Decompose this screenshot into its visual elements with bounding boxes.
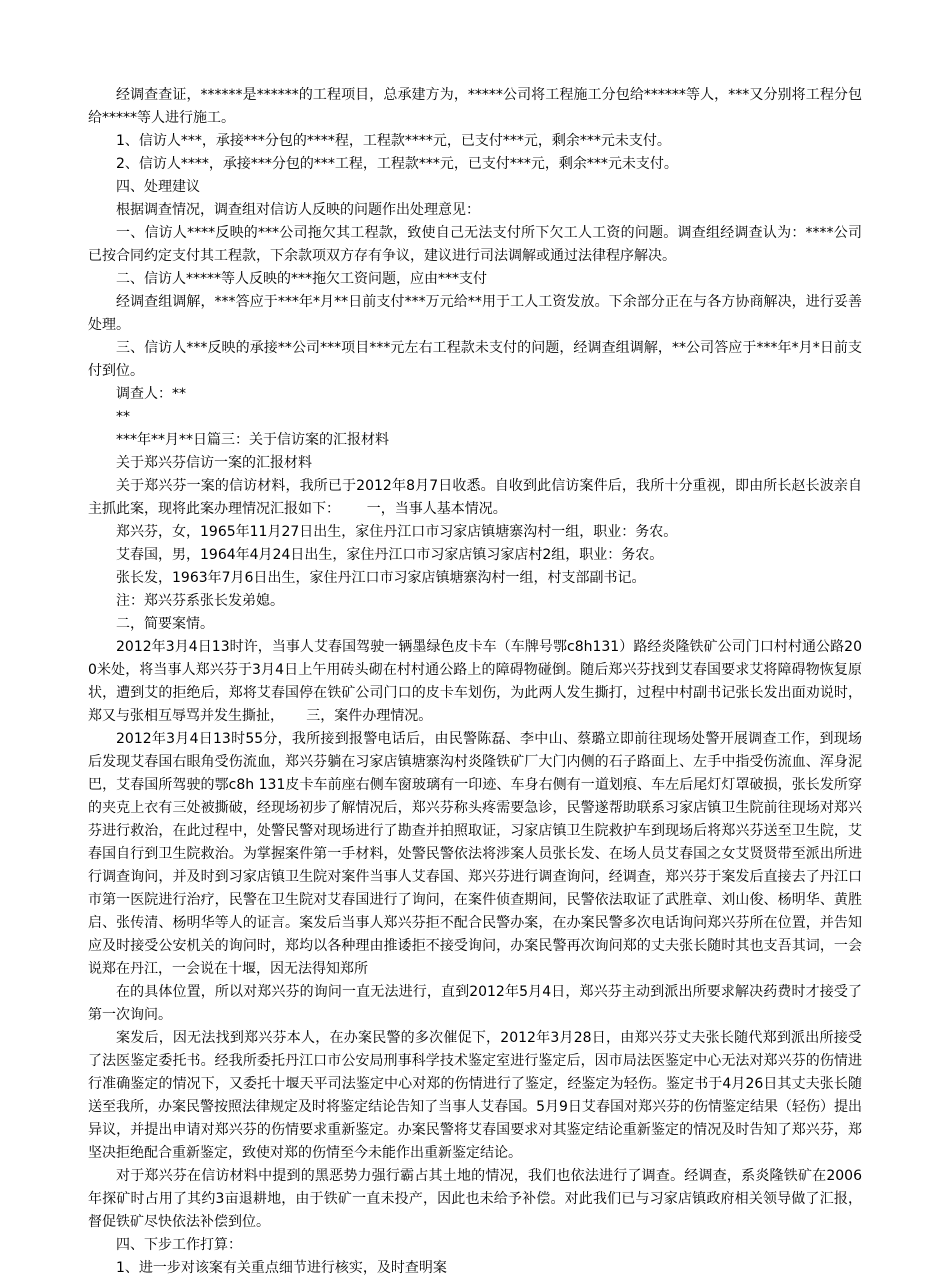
- note-line: 注：郑兴芬系张长发弟媳。: [116, 593, 284, 609]
- section-heading-next-steps: 四、下步工作打算：: [116, 1237, 242, 1253]
- paragraph-23: 案发后，因无法找到郑兴芬本人，在办案民警的多次催促下，2012年3月28日，由郑兴芬丈夫张长随代郑到派出所接受了法医鉴定委托书。经我所委托丹江口市公安局刑事科学技术鉴定室进行鉴定后，因市局法医鉴定中心无法对郑兴芬的伤情进行准确鉴定的情况下，又委托十堰天平司法鉴定中心对郑的伤情进行了鉴定，经鉴定为轻伤。鉴定书于4月26日其丈夫张长随送至我所，办案民警按照法律规定及时将鉴定结论告知了当事人艾春国。5月9日艾春国对郑兴芬的伤情鉴定结果（轻伤）提出异议，并提出申请对郑兴芬的伤情要求重新鉴定。办案民警将艾春国要求对其鉴定结论重新鉴定的情况及时告知了郑兴芬，郑坚决拒绝配合重新鉴定，致使对郑的伤情至今未能作出重新鉴定结论。: [88, 1030, 862, 1161]
- paragraph-22: 在的具体位置，所以对郑兴芬的询问一直无法进行，直到2012年5月4日，郑兴芬主动到派出所要求解决药费时才接受了第一次询问。: [88, 984, 862, 1023]
- paragraph-2: 1、信访人***，承接***分包的****程，工程款****元，已支付***元，剩余***元未支付。: [116, 133, 671, 149]
- paragraph-8: 经调查组调解，***答应于***年*月**日前支付***万元给**用于工人工资发放。下余部分正在与各方协商解决，进行妥善处理。: [88, 294, 862, 333]
- paragraph-7: 二、信访人*****等人反映的***拖欠工资问题，应由***支付: [116, 271, 487, 287]
- party-info-1: 郑兴芬，女，1965年11月27日出生，家住丹江口市习家店镇塘寨沟村一组，职业：务农。: [116, 524, 678, 540]
- party-info-2: 艾春国，男，1964年4月24日出生，家住丹江口市习家店镇习家店村2组，职业：务农。: [116, 547, 664, 563]
- paragraph-21: 2012年3月4日13时55分，我所接到报警电话后，由民警陈磊、李中山、蔡璐立即前往现场处警开展调查工作，到现场后发现艾春国右眼角受伤流血，郑兴芬躺在习家店镇塘寨沟村炎隆铁矿厂大门内侧的石子路面上、左手中指受伤流血、浑身泥巴，艾春国所驾驶的鄂c8h 131皮卡车前座右侧车窗玻璃有一印迹、车身右侧有一道划痕、车左后尾灯灯罩破损，张长发所穿的夹克上衣有三处被撕破，经现场初步了解情况后，郑兴芬称头疼需要急诊，民警遂帮助联系习家店镇卫生院前往现场对郑兴芬进行救治，在此过程中，处警民警对现场进行了勘查并拍照取证，习家店镇卫生院救护车到现场后将郑兴芬送至卫生院，艾春国自行到卫生院救治。为掌握案件第一手材料，处警民警依法将涉案人员张长发、在场人员艾春国之女艾贤贤带至派出所进行调查询问，并及时到习家店镇卫生院对案件当事人艾春国、郑兴芬进行调查询问，经调查，郑兴芬于案发后直接去了丹江口市第一医院进行治疗，民警在卫生院对艾春国进行了询问，在案件侦查期间，民警依法取证了武胜章、刘山俊、杨明华、黄胜启、张传清、杨明华等人的证言。案发后当事人郑兴芬拒不配合民警办案，在办案民警多次电话询问郑兴芬所在位置，并告知应及时接受公安机关的询问时，郑均以各种理由推诿拒不接受询问，办案民警再次询问郑的丈夫张长随时其也支吾其词，一会说郑在丹江，一会说在十堰，因无法得知郑所: [88, 731, 862, 977]
- paragraph-26: 1、进一步对该案有关重点细节进行核实，及时查明案: [116, 1260, 447, 1276]
- paragraph-1: 经调查查证，******是******的工程项目，总承建方为，*****公司将工程施工分包给******等人，***又分别将工程分包给*****等人进行施工。: [88, 87, 862, 126]
- paragraph-5: 根据调查情况，调查组对信访人反映的问题作出处理意见：: [116, 202, 480, 218]
- section-heading-case-summary: 二，简要案情。: [116, 616, 214, 632]
- paragraph-6: 一、信访人****反映的***公司拖欠其工程款，致使自己无法支付所下欠工人工资的问题。调查组经调查认为：****公司已按合同约定支付其工程款，下余款项双方存有争议，建议进行司法调解或通过法律程序解决。: [88, 225, 862, 264]
- section-heading-suggestions: 四、处理建议: [116, 179, 200, 195]
- date-and-chapter-title: ***年**月**日篇三：关于信访案的汇报材料: [116, 432, 389, 448]
- paragraph-3: 2、信访人****，承接***分包的***工程，工程款***元，已支付***元，剩余***元未支付。: [116, 156, 678, 172]
- paragraph-24: 对于郑兴芬在信访材料中提到的黑恶势力强行霸占其土地的情况，我们也依法进行了调查。经调查，系炎隆铁矿在2006年探矿时占用了其约3亩退耕地，由于铁矿一直未投产，因此也未给予补偿。对此我们已与习家店镇政府相关领导做了汇报，督促铁矿尽快依法补偿到位。: [88, 1168, 862, 1230]
- investigator-name-line: **: [116, 409, 130, 425]
- investigator-line: 调查人：**: [116, 386, 186, 402]
- paragraph-9: 三、信访人***反映的承接**公司***项目***元左右工程款未支付的问题，经调查组调解，**公司答应于***年*月*日前支付到位。: [88, 340, 862, 379]
- paragraph-14: 关于郑兴芬一案的信访材料，我所已于2012年8月7日收悉。自收到此信访案件后，我所十分重视，即由所长赵长波亲自主抓此案，现将此案办理情况汇报如下： 一，当事人基本情况。: [88, 478, 862, 517]
- party-info-3: 张长发，1963年7月6日出生，家住丹江口市习家店镇塘寨沟村一组，村支部副书记。: [116, 570, 646, 586]
- report-title: 关于郑兴芬信访一案的汇报材料: [116, 455, 312, 471]
- paragraph-20: 2012年3月4日13时许，当事人艾春国驾驶一辆墨绿色皮卡车（车牌号鄂c8h131）路经炎隆铁矿公司门口村村通公路200米处，将当事人郑兴芬于3月4日上午用砖头砌在村村通公路上的障碍物碰倒。随后郑兴芬找到艾春国要求艾将障碍物恢复原状，遭到艾的拒绝后，郑将艾春国停在铁矿公司门口的皮卡车划伤，为此两人发生撕打，过程中村副书记张长发出面劝说时，郑又与张相互辱骂并发生撕扯， 三，案件办理情况。: [88, 639, 862, 724]
